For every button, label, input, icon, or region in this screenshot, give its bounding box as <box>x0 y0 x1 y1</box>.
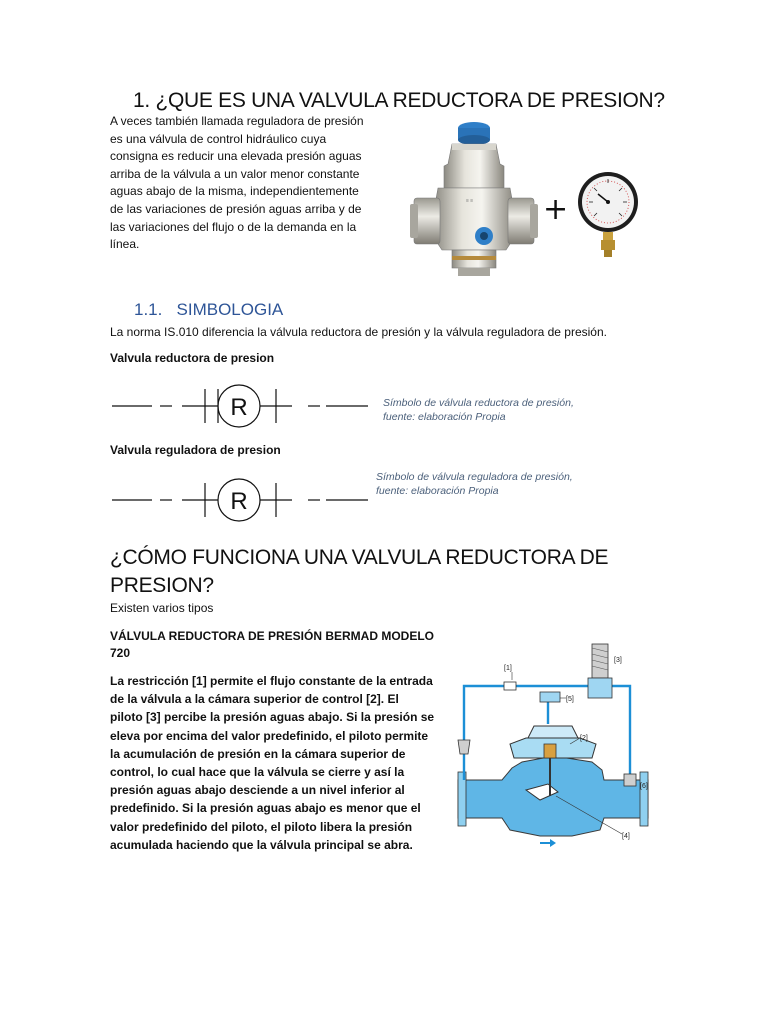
pressure-gauge-photo <box>577 170 639 258</box>
model-title-line: 720 <box>110 646 131 660</box>
description-line <box>110 745 440 763</box>
intro-line: consigna es reducir una elevada presión aguas <box>110 149 362 164</box>
intro-paragraph <box>110 113 395 254</box>
description-line <box>110 727 440 745</box>
description-line <box>110 818 440 836</box>
reference-number: 2 <box>370 692 377 707</box>
tipos-text: Existen varios tipos <box>110 601 214 615</box>
description-line <box>110 763 440 781</box>
intro-line: las variaciones del flujo o de la demanda en la <box>110 219 357 234</box>
heading-line: ¿CÓMO FUNCIONA UNA VALVULA REDUCTORA DE <box>110 546 609 569</box>
model-title <box>110 628 434 662</box>
symbol-1-caption <box>383 396 574 424</box>
intro-line: aguas abajo de la misma, independientemente <box>110 184 359 199</box>
pressure-reducing-valve-symbol <box>112 381 372 431</box>
intro-line: línea. <box>110 237 140 252</box>
description-line <box>110 672 440 690</box>
section-heading-simbologia: 1.1. SIMBOLOGIA <box>134 300 284 319</box>
section-heading-como-funciona <box>110 544 608 600</box>
description-text: de la válvula a la cámara superior de control [ <box>110 692 371 707</box>
pressure-reducing-valve-photo <box>408 118 540 283</box>
description-text: control, lo cual hace que la válvula se cierre y así la <box>110 765 405 780</box>
reference-number: 3 <box>149 710 157 725</box>
description-line <box>110 836 440 854</box>
caption-line: Símbolo de válvula reguladora de presión, <box>376 471 573 483</box>
diagram-label-1: [1] <box>504 665 512 672</box>
description-text: presión aguas abajo desciende a un nivel inferior al <box>110 783 405 798</box>
symbol-2-title: Valvula reguladora de presion <box>110 443 281 457</box>
intro-line: es una válvula de control hidráulico cuya <box>110 131 327 146</box>
description-text: valor predefinido del piloto, el piloto libera la presión <box>110 819 413 834</box>
svg-text:≡ ≡: ≡ ≡ <box>466 198 474 204</box>
norma-text: La norma IS.010 diferencia la válvula reductora de presión y la válvula reguladora de presión. <box>110 325 607 339</box>
bermad-720-diagram <box>452 640 654 852</box>
model-title-line: VÁLVULA REDUCTORA DE PRESIÓN BERMAD MODELO <box>110 629 435 643</box>
caption-line: fuente: elaboración Propia <box>383 411 506 423</box>
diagram-label-4: [4] <box>622 833 630 840</box>
description-line <box>110 708 440 726</box>
heading-line: PRESION? <box>110 574 214 597</box>
description-paragraph <box>110 672 440 854</box>
description-text: predefinido. Si la presión aguas abajo es menor que el <box>110 801 421 816</box>
diagram-label-5: [5] <box>566 696 574 703</box>
description-line <box>110 799 440 817</box>
description-line <box>110 690 440 708</box>
diagram-label-3: [3] <box>614 657 622 664</box>
description-text: ]. El <box>376 692 399 707</box>
intro-line: de las variaciones de presión aguas arriba y de <box>110 201 362 216</box>
intro-line: A veces también llamada reguladora de presión <box>110 114 364 128</box>
symbol-2-letter: R <box>230 488 248 515</box>
symbol-1-letter: R <box>230 394 248 421</box>
diagram-label-2: [2] <box>580 735 588 742</box>
diagram-label-6: [6] <box>640 783 648 790</box>
description-text: eleva por encima del valor predefinido, el piloto permite <box>110 728 429 743</box>
plus-sign: + <box>543 192 569 227</box>
description-text: la acumulación de presión en la cámara superior de <box>110 746 406 761</box>
description-text: ] percibe la presión aguas abajo. Si la presión se <box>156 710 435 725</box>
pressure-regulating-valve-symbol <box>112 475 372 525</box>
description-text: ] permite el flujo constante de la entrada <box>202 674 433 688</box>
page-title: 1. ¿QUE ES UNA VALVULA REDUCTORA DE PRESION? <box>133 89 665 112</box>
description-text: acumulada haciendo que la válvula principal se abra. <box>110 837 413 852</box>
caption-line: Símbolo de válvula reductora de presión, <box>383 397 574 409</box>
caption-line: fuente: elaboración Propia <box>376 485 499 497</box>
description-line <box>110 781 440 799</box>
reference-number: 1 <box>196 674 203 688</box>
symbol-2-caption <box>376 470 573 498</box>
description-text: La restricción [ <box>110 674 197 688</box>
intro-line: arriba de la válvula a un valor menor constante <box>110 166 360 181</box>
description-text: piloto [ <box>110 710 150 725</box>
symbol-1-title: Valvula reductora de presion <box>110 351 275 365</box>
